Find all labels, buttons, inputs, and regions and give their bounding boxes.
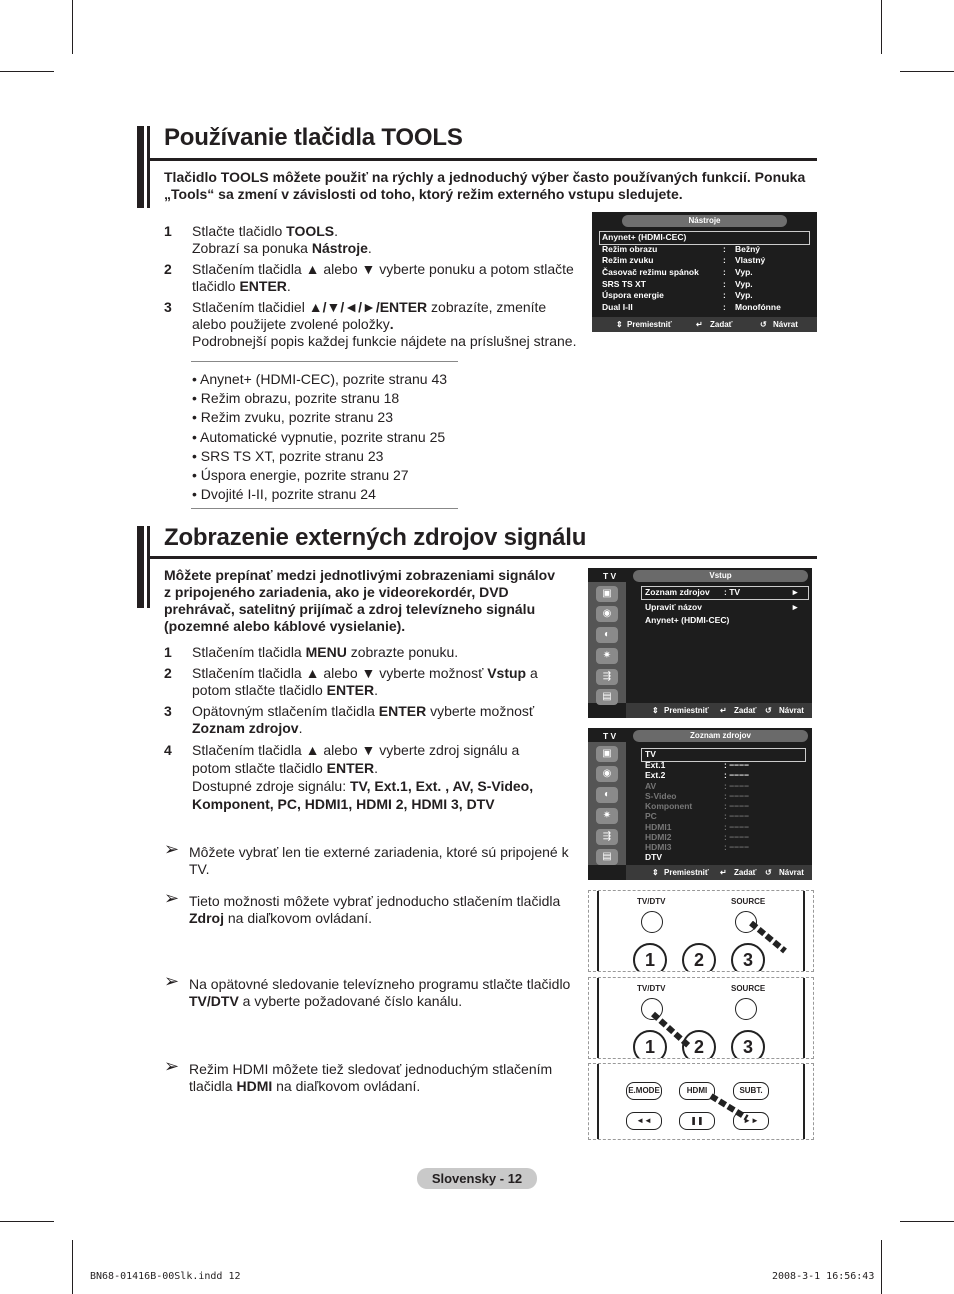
emode-button: E.MODE [626,1082,662,1100]
digital-icon: ▤ [596,849,618,865]
setup-icon: ✷ [596,808,618,824]
menu-title: Nástroje [622,215,787,227]
menu-item-anynet: Anynet+ (HDMI-CEC) [602,232,687,242]
menu-footer: ⇕ Premiestniť ↵ Zadať ↺ Návrat [592,317,817,332]
fast-forward-icon: ►► [733,1112,769,1130]
picture-icon: ▣ [596,586,618,602]
enter-icon: ↵ [720,706,727,715]
section-bar [137,526,144,608]
sources-intro: Môžete prepínať medzi jednotlivými zobrazeniami signálov z pripojeného zariadenia, ako je videorekordér, DVD prehrávač, satelitný prijímač a zdroj televízneho signálu (pozemné alebo káblové vysielanie). [164,567,556,634]
note-arrow-icon: ➢ [164,1056,180,1076]
remote-tvdtv-illustration: TV/DTV SOURCE 1 2 3 [588,977,814,1059]
step-2: 2 Stlačením tlačidla ▲ alebo ▼ vyberte možnosť Vstup a potom stlačte tlačidlo ENTER. [164,665,538,698]
ref-item: • Režim zvuku, pozrite stranu 23 [192,409,393,426]
section-bar [147,526,150,608]
section-bar [147,126,150,208]
return-icon: ↺ [760,320,767,329]
rewind-icon: ◄◄ [626,1112,662,1130]
channel-icon: ◐ [596,787,618,803]
input-menu-screen: T V Vstup ▣ ◉ ◐ ✷ ⇶ ▤ Zoznam zdrojov : TV ► Upraviť názov ► Anynet+ (HDMI-CEC) ⇕ Premiestniť ↵ Zadať ↺ Návrat [588,568,812,718]
enter-icon: ↵ [720,868,727,877]
hdmi-button: HDMI [679,1082,715,1100]
tvdtv-button [641,911,663,933]
step-1: 1 Stlačte tlačidlo TOOLS. Zobrazí sa ponuka Nástroje. [164,223,372,256]
digital-icon: ▤ [596,689,618,705]
section-title-tools: Používanie tlačidla TOOLS [164,124,463,151]
subtitle-button: SUBT. [733,1082,769,1100]
input-icon: ⇶ [596,669,618,685]
note-arrow-icon: ➢ [164,971,180,991]
file-info: BN68-01416B-00Slk.indd 12 [90,1271,241,1282]
step-2: 2 Stlačením tlačidla ▲ alebo ▼ vyberte ponuku a potom stlačte tlačidlo ENTER. [164,261,574,294]
section-rule [150,158,817,161]
ref-item: • Úspora energie, pozrite stranu 27 [192,467,409,484]
source-button [735,998,757,1020]
pointer-arrow-icon [707,1092,752,1122]
sound-icon: ◉ [596,606,618,622]
ref-item: • SRS TS XT, pozrite stranu 23 [192,447,384,464]
tools-menu-screen: Nástroje Anynet+ (HDMI-CEC) Režim obrazu : Bežný Režim zvuku : Vlastný Časovač režimu spánok : Vyp. SRS TS XT : Vyp. Úspora energie : Vyp. Dual I-II : Monofónne ⇕ Premiestniť ↵ Zadať ↺ Návrat [592,212,817,332]
sources-steps [164,644,544,817]
note-3: ➢ Na opätovné sledovanie televízneho programu stlačte tlačidlo TV/DTV a vyberte požadované číslo kanálu. [164,971,571,1009]
picture-icon: ▣ [596,746,618,762]
ref-item: • Automatické vypnutie, pozrite stranu 25 [192,428,446,445]
note-arrow-icon: ➢ [164,839,180,859]
ref-item: • Anynet+ (HDMI-CEC), pozrite stranu 43 [192,371,448,387]
enter-icon: ↵ [696,320,703,329]
section-title-sources: Zobrazenie externých zdrojov signálu [164,524,587,551]
print-date: 2008-3-1 16:56:43 [772,1271,875,1282]
pointer-arrow-icon [649,1010,694,1050]
step-3: 3 Stlačením tlačidiel ▲/▼/◄/►/ENTER zobrazíte, zmeníte alebo použijete zvolené položky. Podrobnejší popis každej funkcie nájdete na príslušnej strane. [164,299,577,349]
sound-icon: ◉ [596,766,618,782]
pointer-arrow-icon [749,921,789,956]
updown-icon: ⇕ [652,868,659,877]
section-bar [137,126,144,208]
pause-icon: ❚❚ [679,1112,715,1130]
note-1: ➢ Môžete vybrať len tie externé zariadenia, ktoré sú pripojené k TV. [164,839,569,877]
source-list-screen: T V Zoznam zdrojov ▣ ◉ ◐ ✷ ⇶ ▤ TV Ext.1 : −−−− Ext.2 : −−−− AV : −−−− S-Video : −−−− Komponent : −−−− PC : −−−− HDMI1 : −−−− HDMI2 : −−−− HDMI3 : −−−− DTV ⇕ Premiestniť ↵ Zadať ↺ Návrat [588,728,812,880]
remote-source-illustration: TV/DTV SOURCE 1 2 3 [588,890,814,972]
note-4: ➢ Režim HDMI môžete tiež sledovať jednoduchým stlačením tlačidla HDMI na diaľkovom ovládaní. [164,1056,553,1094]
note-2: ➢ Tieto možnosti môžete vybrať jednoducho stlačením tlačidla Zdroj na diaľkovom ovládaní. [164,888,561,926]
note-arrow-icon: ➢ [164,888,180,908]
setup-icon: ✷ [596,648,618,664]
page-number-badge: Slovensky - 12 [417,1168,537,1189]
channel-icon: ◐ [596,627,618,643]
step-3: 3 Opätovným stlačením tlačidla ENTER vyberte možnosť Zoznam zdrojov. [164,703,535,736]
page-references [191,361,458,509]
updown-icon: ⇕ [616,320,623,329]
step-1: 1 Stlačením tlačidla MENU zobrazte ponuku. [164,644,459,660]
step-4: 4 Stlačením tlačidla ▲ alebo ▼ vyberte zdroj signálu a potom stlačte tlačidlo ENTER. Dostupné zdroje signálu: TV, Ext.1, Ext. , AV, S-Video, Komponent, PC, HDMI1, HDMI 2, HDMI 3, DTV [164,742,534,812]
input-icon: ⇶ [596,829,618,845]
ref-item: • Režim obrazu, pozrite stranu 18 [192,390,400,407]
remote-hdmi-illustration [588,1063,814,1140]
ref-item: • Dvojité I-II, pozrite stranu 24 [192,486,376,503]
section-rule [150,556,817,559]
tools-steps [164,223,582,354]
updown-icon: ⇕ [652,706,659,715]
tools-intro: Tlačidlo TOOLS môžete použiť na rýchly a jednoduchý výber často používaných funkcií. Ponuka „Tools“ sa zmení v závislosti od toho, ktorý režim externého vstupu sledujete. [164,169,806,202]
return-icon: ↺ [765,868,772,877]
return-icon: ↺ [765,706,772,715]
